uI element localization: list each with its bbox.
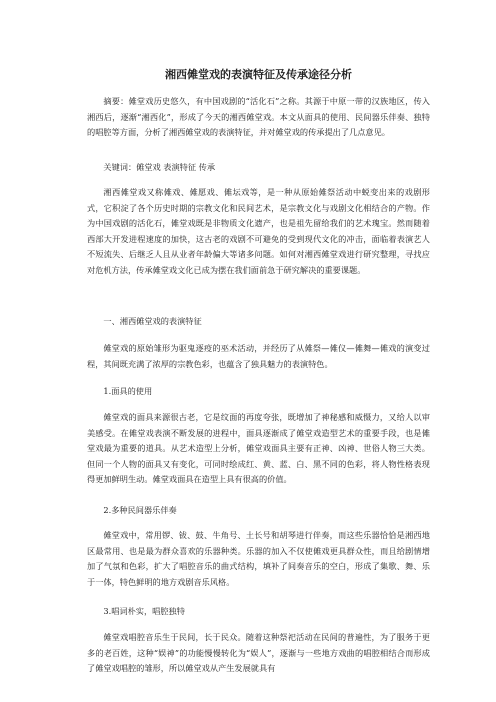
document-title: 湘西傩堂戏的表演特征及传承途径分析 [165,68,352,81]
subsection-paragraph-3: 傩堂戏唱腔音乐生于民间，长于民众。随着这种祭祀活动在民间的普遍性，为了服务于更多的老百姓，这种“娱神”的功能慢慢转化为“娱人”，逐渐与一些地方戏曲的唱腔相结合而形成了傩堂戏唱腔的雏形，所以傩堂戏从产生发展就具有 [87,632,430,673]
section-intro-paragraph: 傩堂戏的原始雏形为驱鬼逐疫的巫术活动，并经历了从傩祭—傩仪—傩舞—傩戏的演变过程，其间既充满了浓厚的宗教色彩，也蕴含了独具魅力的表演特色。 [87,343,430,369]
document-page [87,0,430,702]
subsection-heading-3: 3.唱词朴实，唱腔独特 [103,606,185,616]
keywords-line: 关键词：傩堂戏 表演特征 传承 [103,162,216,172]
subsection-paragraph-2: 傩堂戏中，常用锣、钹、鼓、牛角号、土长号和胡琴进行伴奏，而这些乐器恰恰是湘西地区最常用、也是最为群众喜欢的乐器种类。乐器的加入不仅使傩戏更具群众性，而且给剧情增加了气氛和色彩，扩大了唱腔音乐的曲式结构，填补了间奏音乐的空白，形成了集歌、舞、乐于一体，特色鲜明的地方戏剧音乐风格。 [87,530,430,587]
subsection-paragraph-1: 傩堂戏的面具来源很古老，它是纹面的再度夸张，既增加了神秘感和威慑力，又给人以审美感受。在傩堂戏表演不断发展的进程中，面具逐渐成了傩堂戏造型艺术的重要手段，也是傩堂戏最为重要的道具。从艺术造型上分析，傩堂戏面具主要有正神、凶神、世俗人物三大类。但同一个人物的面具又有变化，可同时绘成红、黄、蓝、白、黑不同的色彩，将人物性格表现得更加鲜明生动。傩堂戏面具在造型上具有很高的价值。 [87,412,430,484]
intro-paragraph: 湘西傩堂戏又称傩戏、傩愿戏、傩坛戏等，是一种从原始傩祭活动中蜕变出来的戏剧形式，它积淀了各个历史时期的宗教文化和民间艺术，是宗教文化与戏剧文化相结合的产物。作为中国戏剧的活化石，傩堂戏既是非物质文化遗产，也是祖先留给我们的艺术瑰宝。然而随着西部大开发进程速度的加快，这古老的戏剧不可避免的受到现代文化的冲击，面临着表演艺人不短流失、后继乏人且从业者年龄偏大等诸多问题。如何对湘西傩堂戏进行研究整理，寻找应对危机方法，传承傩堂戏文化已成为摆在我们面前急于研究解决的重要课题。 [87,187,430,275]
abstract-paragraph: 摘要：傩堂戏历史悠久，有中国戏剧的“活化石”之称。其源于中原一带的汉族地区，传入湘西后，逐渐“湘西化”，形成了今天的湘西傩堂戏。本文从面具的使用、民间器乐伴奏、独特的唱腔等方面，分析了湘西傩堂戏的表演特征，并对傩堂戏的传承提出了几点意见。 [87,96,430,137]
subsection-heading-1: 1.面具的使用 [103,386,153,396]
section-heading-1: 一、湘西傩堂戏的表演特征 [103,316,202,326]
subsection-heading-2: 2.多种民间器乐伴奏 [103,505,177,515]
